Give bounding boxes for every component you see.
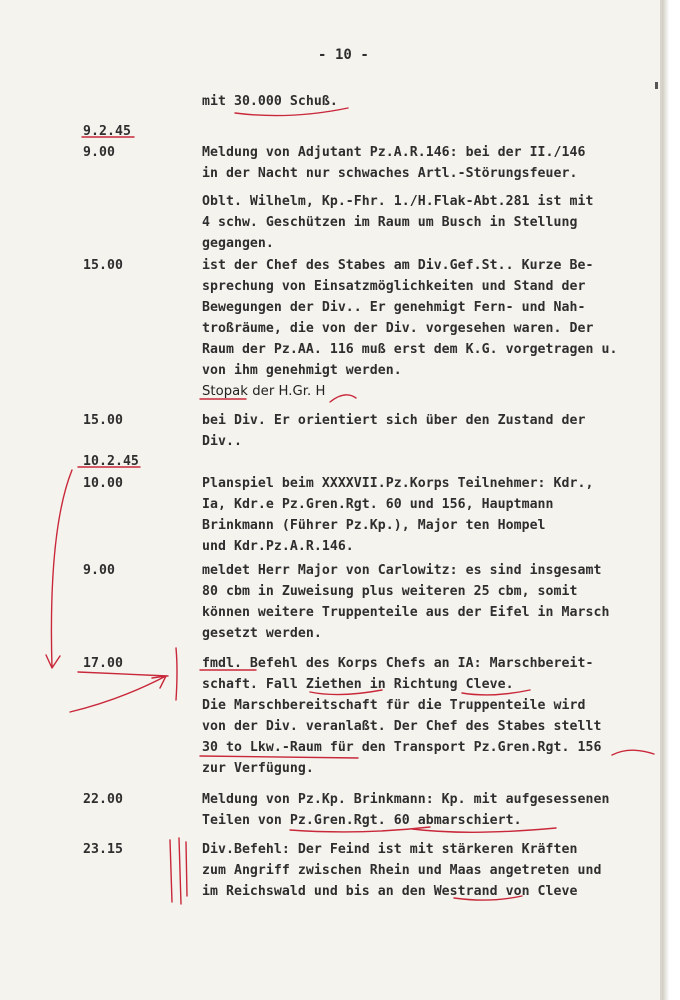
- entry-line: Raum der Pz.AA. 116 muß erst dem K.G. vorgetragen u.: [202, 342, 618, 357]
- entry-time: 22.00: [83, 792, 123, 807]
- underline-mark: [330, 395, 356, 402]
- intro-line: mit 30.000 Schuß.: [202, 94, 338, 109]
- underline-mark: [310, 690, 382, 695]
- entry-line: 4 schw. Geschützen im Raum um Busch in Stellung: [202, 215, 578, 230]
- entry-line: sprechung von Einsatzmöglichkeiten und Stand der: [202, 279, 586, 294]
- entry-line: Meldung von Pz.Kp. Brinkmann: Kp. mit aufgesessenen: [202, 792, 610, 807]
- entry-time: 9.00: [83, 145, 115, 160]
- underline-mark: [412, 828, 556, 832]
- margin-bar-mark: [186, 842, 187, 896]
- entry-line: und Kdr.Pz.A.R.146.: [202, 539, 354, 554]
- entry-line: in der Nacht nur schwaches Artl.-Störungsfeuer.: [202, 166, 578, 181]
- entry-line: Planspiel beim XXXXVII.Pz.Korps Teilnehmer: Kdr.,: [202, 476, 594, 491]
- entry-time: 10.00: [83, 476, 123, 491]
- entry-line: ist der Chef des Stabes am Div.Gef.St.. Kurze Be-: [202, 258, 594, 273]
- date-heading: 10.2.45: [83, 454, 139, 469]
- entry-line: Bewegungen der Div.. Er genehmigt Fern- und Nah-: [202, 300, 586, 315]
- entry-line: Teilen von Pz.Gren.Rgt. 60 abmarschiert.: [202, 813, 522, 828]
- underline-mark: [454, 896, 522, 900]
- entry-time: 23.15: [83, 842, 123, 857]
- entry-line: können weitere Truppenteile aus der Eifel in Marsch: [202, 605, 610, 620]
- entry-line: Meldung von Adjutant Pz.A.R.146: bei der II./146: [202, 145, 586, 160]
- entry-line: Ia, Kdr.e Pz.Gren.Rgt. 60 und 156, Hauptmann: [202, 497, 554, 512]
- entry-line: Div..: [202, 434, 242, 449]
- entry-line: Die Marschbereitschaft für die Truppenteile wird: [202, 698, 586, 713]
- date-heading: 9.2.45: [83, 124, 131, 139]
- margin-bar-mark: [170, 840, 172, 902]
- entry-line: von ihm genehmigt werden.: [202, 363, 402, 378]
- entry-time: 9.00: [83, 563, 115, 578]
- entry-line: zur Verfügung.: [202, 761, 314, 776]
- margin-bar-mark: [179, 838, 181, 904]
- entry-line: 30 to Lkw.-Raum für den Transport Pz.Gren.Rgt. 156: [202, 740, 602, 755]
- entry-line: fmdl. Befehl des Korps Chefs an IA: Marschbereit-: [202, 656, 594, 671]
- entry-line: troßräume, die von der Div. vorgesehen waren. Der: [202, 321, 594, 336]
- underline-mark: [612, 750, 654, 755]
- underline-mark: [78, 672, 168, 676]
- entry-line: bei Div. Er orientiert sich über den Zustand der: [202, 413, 586, 428]
- entry-line: gesetzt werden.: [202, 626, 322, 641]
- entry-line: Brinkmann (Führer Pz.Kp.), Major ten Hompel: [202, 518, 546, 533]
- entry-line: schaft. Fall Ziethen in Richtung Cleve.: [202, 677, 514, 692]
- entry-line: gegangen.: [202, 236, 274, 251]
- entry-line: von der Div. veranlaßt. Der Chef des Stabes stellt: [202, 719, 602, 734]
- entry-line: im Reichswald und bis an den Westrand von Cleve: [202, 884, 578, 899]
- handwritten-note: Stopak der H.Gr. H: [202, 384, 326, 399]
- underline-mark: [290, 827, 430, 832]
- underline-mark: [235, 108, 348, 116]
- entry-time: 15.00: [83, 258, 123, 273]
- page-number: - 10 -: [318, 47, 369, 63]
- entry-line: Oblt. Wilhelm, Kp.-Fhr. 1./H.Flak-Abt.281 ist mit: [202, 194, 594, 209]
- entry-time: 17.00: [83, 656, 123, 671]
- arrow-mark: [70, 676, 166, 712]
- margin-bar-mark: [176, 648, 177, 700]
- bracket-arrow-mark: [46, 470, 72, 668]
- entry-line: zum Angriff zwischen Rhein und Maas angetreten und: [202, 863, 602, 878]
- entry-time: 15.00: [83, 413, 123, 428]
- entry-line: meldet Herr Major von Carlowitz: es sind insgesamt: [202, 563, 602, 578]
- underline-mark: [200, 756, 358, 758]
- entry-line: 80 cbm in Zuweisung plus weiteren 25 cbm, somit: [202, 584, 578, 599]
- underline-mark: [462, 690, 530, 695]
- entry-line: Div.Befehl: Der Feind ist mit stärkeren Kräften: [202, 842, 578, 857]
